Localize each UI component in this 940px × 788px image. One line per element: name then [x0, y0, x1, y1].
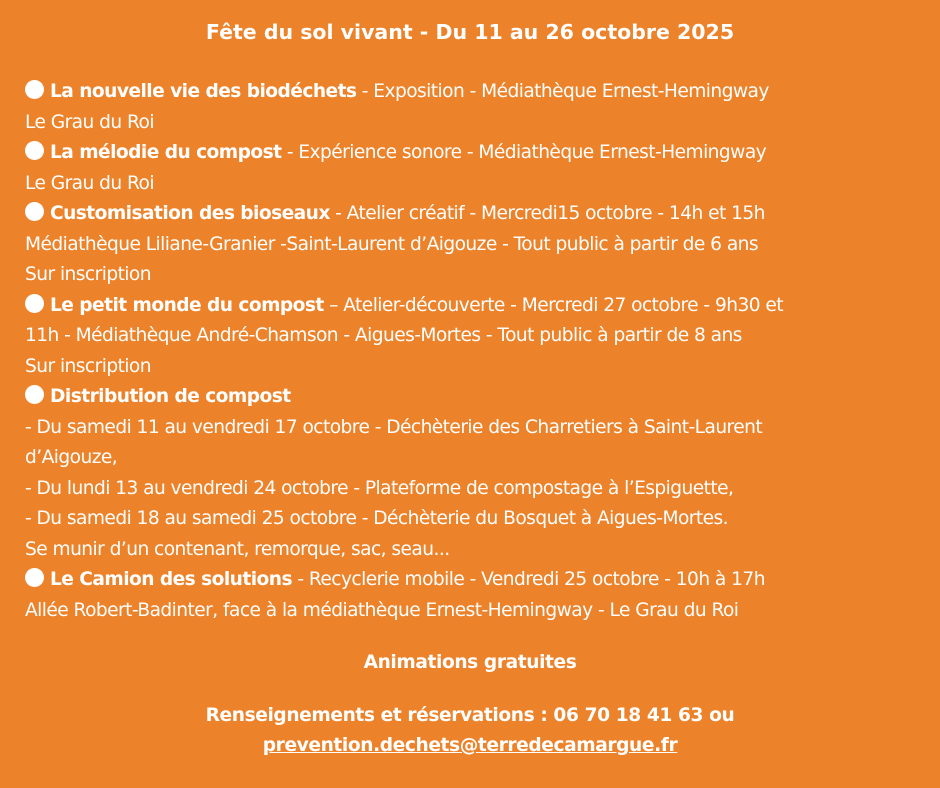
event-line: 11h - Médiathèque André-Chamson - Aigues-Mortes - Tout public à partir de 8 ans: [25, 325, 742, 346]
event-line: [25, 77, 925, 108]
event-details: - Expérience sonore - Médiathèque Ernest-Hemingway: [281, 142, 767, 163]
bullet-icon: [25, 294, 44, 313]
event-list: [25, 77, 925, 626]
contact-block: [0, 701, 940, 761]
event-line: Sur inscription: [25, 264, 151, 285]
page-title: Fête du sol vivant - Du 11 au 26 octobre 2025: [205, 20, 735, 44]
event-line: Médiathèque Liliane-Granier -Saint-Laurent d’Aigouze - Tout public à partir de 6 ans: [25, 233, 759, 255]
event-line: [25, 565, 925, 596]
event-details: – Atelier-découverte - Mercredi 27 octobre - 9h30 et: [323, 294, 784, 316]
event-line: Le Grau du Roi: [25, 111, 154, 133]
event-title: Distribution de compost: [50, 386, 291, 407]
bullet-icon: [25, 568, 44, 587]
event-line: - Du samedi 18 au samedi 25 octobre - Déchèterie du Bosquet à Aigues-Mortes.: [25, 508, 729, 529]
event-line: d’Aigouze,: [25, 447, 118, 468]
event-title: La mélodie du compost: [50, 142, 282, 163]
event-line: Se munir d’un contenant, remorque, sac, seau...: [25, 538, 450, 560]
free-animations-note: Animations gratuites: [363, 652, 577, 673]
event-title: Le Camion des solutions: [50, 569, 292, 590]
bullet-icon: [25, 80, 44, 99]
bullet-icon: [25, 385, 44, 404]
event-line: [25, 291, 925, 322]
event-details: - Recyclerie mobile - Vendredi 25 octobre - 10h à 17h: [291, 569, 765, 590]
bullet-icon: [25, 141, 44, 160]
event-line: Sur inscription: [25, 355, 151, 377]
event-line: [25, 382, 925, 413]
event-details: - Exposition - Médiathèque Ernest-Hemingway: [356, 81, 769, 102]
event-title: Customisation des bioseaux: [50, 203, 330, 224]
event-title: Le petit monde du compost: [50, 294, 324, 316]
event-line: - Du samedi 11 au vendredi 17 octobre - Déchèterie des Charretiers à Saint-Laurent: [25, 416, 763, 438]
event-line: [25, 138, 925, 169]
event-line: Allée Robert-Badinter, face à la médiathèque Ernest-Hemingway - Le Grau du Roi: [25, 599, 739, 621]
bullet-icon: [25, 202, 44, 221]
event-line: - Du lundi 13 au vendredi 24 octobre - Plateforme de compostage à l’Espiguette,: [25, 477, 734, 499]
event-title: La nouvelle vie des biodéchets: [50, 81, 357, 102]
email-link[interactable]: prevention.dechets@terredecamargue.fr: [262, 735, 678, 756]
contact-text: Renseignements et réservations : 06 70 18 41 63 ou: [205, 705, 735, 726]
event-line: Le Grau du Roi: [25, 172, 154, 194]
event-details: - Atelier créatif - Mercredi15 octobre - 14h et 15h: [329, 203, 765, 224]
event-line: [25, 199, 925, 230]
